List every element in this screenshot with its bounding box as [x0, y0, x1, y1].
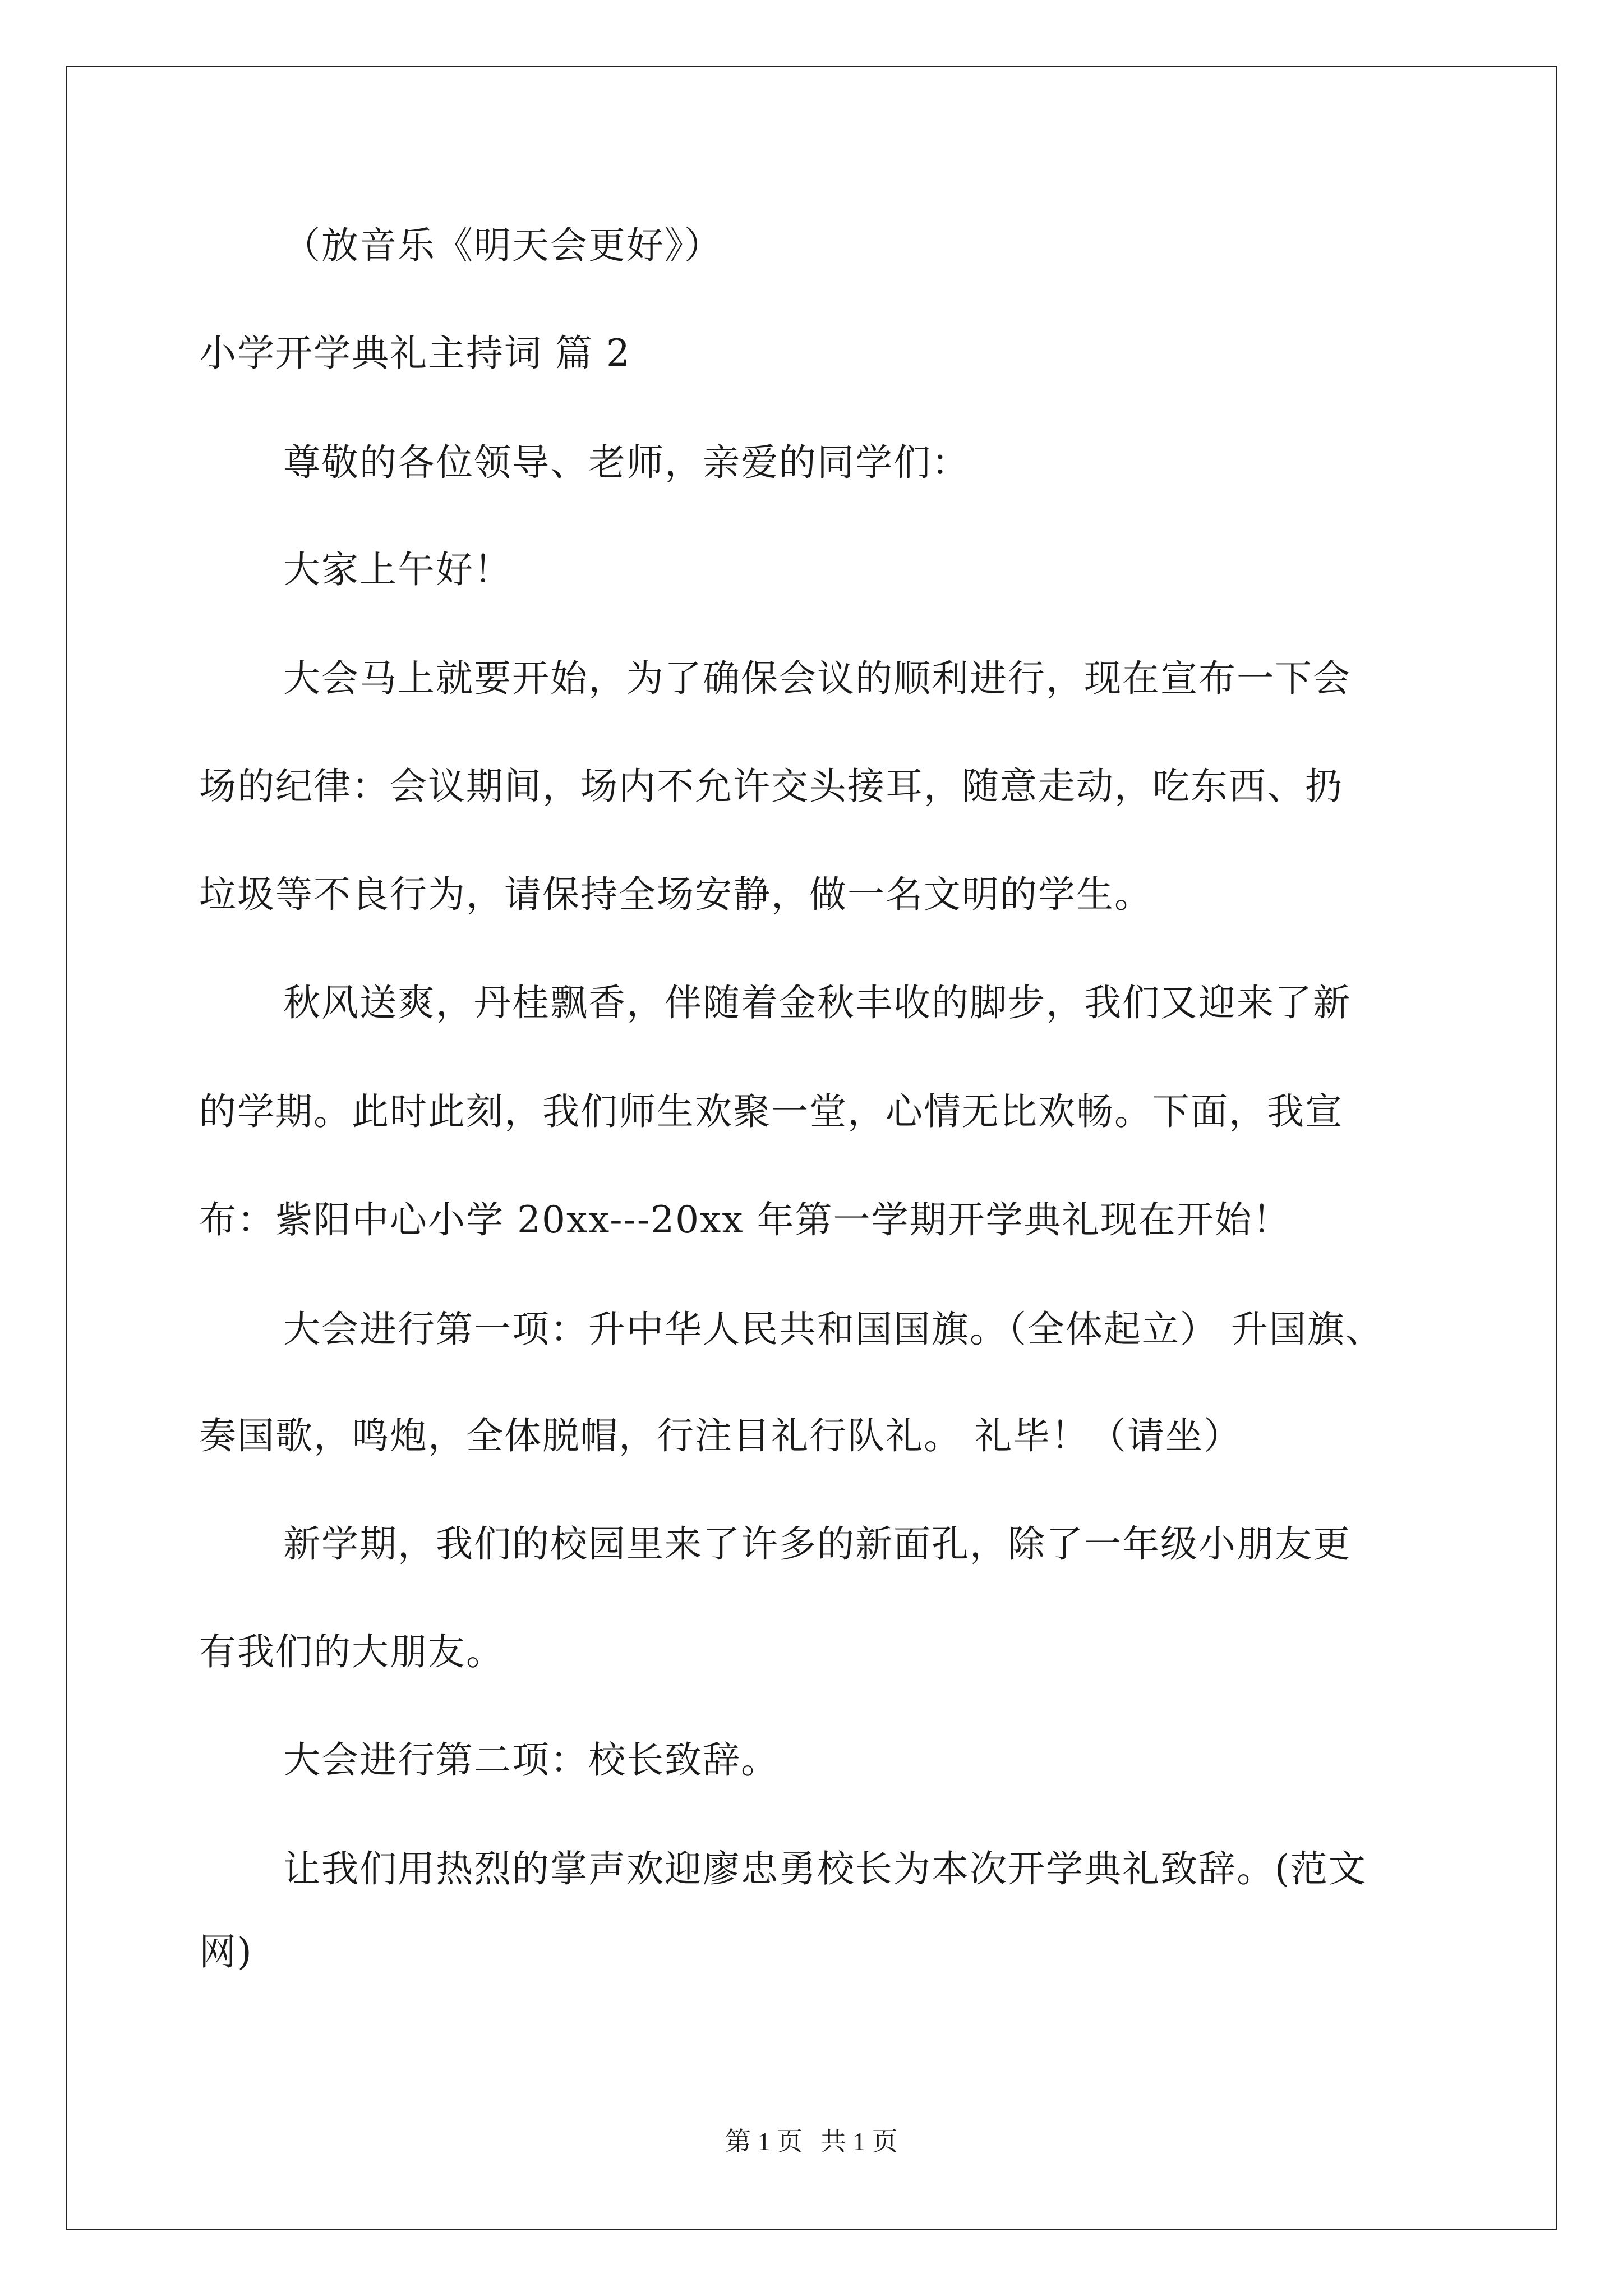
paragraph-line: 布：紫阳中心小学 20xx---20xx 年第一学期开学典礼现在开始！ — [199, 1198, 1291, 1241]
salutation-line: 尊敬的各位领导、老师，亲爱的同学们： — [283, 441, 970, 484]
paragraph-line: 奏国歌，鸣炮，全体脱帽，行注目礼行队礼。 礼毕！（请坐） — [199, 1414, 1242, 1457]
music-note-line: （放音乐《明天会更好》） — [283, 224, 722, 267]
section-heading: 小学开学典礼主持词 篇 2 — [199, 332, 631, 375]
paragraph-line: 新学期，我们的校园里来了许多的新面孔，除了一年级小朋友更 — [283, 1522, 1351, 1566]
paragraph-line: 网) — [199, 1930, 253, 1973]
greeting-line: 大家上午好！ — [283, 548, 512, 591]
page-border — [66, 66, 1557, 2230]
paragraph-line: 大会马上就要开始，为了确保会议的顺利进行，现在宣布一下会 — [283, 657, 1351, 700]
page-total: 共 1 页 — [820, 2127, 898, 2156]
page-number: 第 1 页 — [725, 2127, 803, 2156]
paragraph-line: 大会进行第二项：校长致辞。 — [283, 1738, 779, 1782]
paragraph-line: 秋风送爽，丹桂飘香，伴随着金秋丰收的脚步，我们又迎来了新 — [283, 981, 1351, 1024]
paragraph-line: 场的纪律：会议期间，场内不允许交头接耳，随意走动，吃东西、扔 — [199, 765, 1343, 808]
paragraph-line: 大会进行第一项：升中华人民共和国国旗。（全体起立） 升国旗、 — [283, 1308, 1384, 1351]
page-footer — [0, 2125, 1623, 2159]
paragraph-line: 的学期。此时此刻，我们师生欢聚一堂，心情无比欢畅。下面，我宣 — [199, 1090, 1343, 1133]
paragraph-line: 有我们的大朋友。 — [199, 1630, 504, 1673]
paragraph-line: 让我们用热烈的掌声欢迎廖忠勇校长为本次开学典礼致辞。(范文 — [283, 1847, 1367, 1890]
paragraph-line: 垃圾等不良行为，请保持全场安静，做一名文明的学生。 — [199, 873, 1152, 916]
